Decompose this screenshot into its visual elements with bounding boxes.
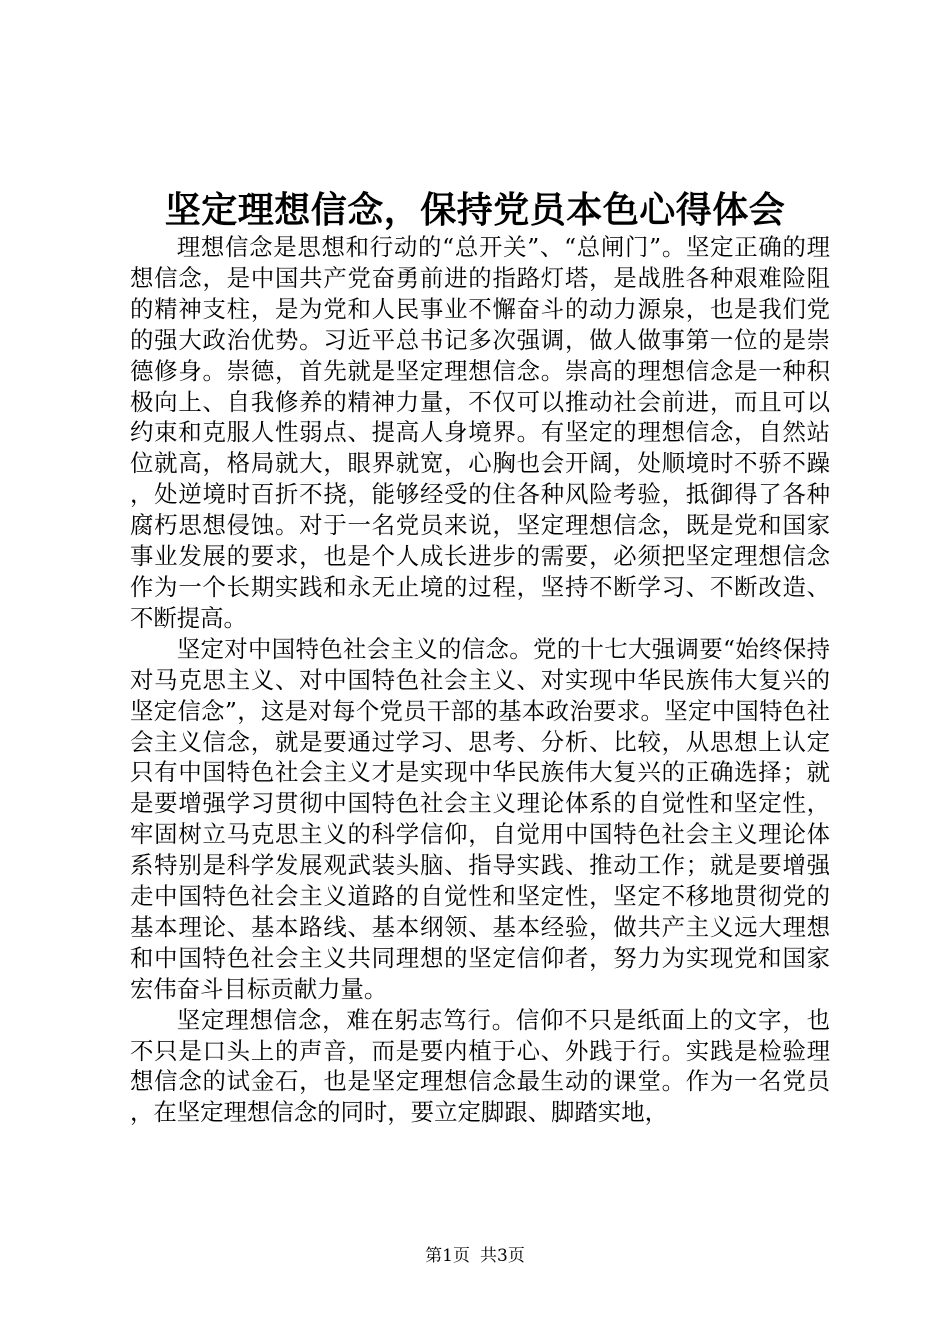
page-number: 第1页 <box>425 1246 470 1266</box>
document-title: 坚定理想信念，保持党员本色心得体会 <box>164 189 786 231</box>
paragraph: 理想信念是思想和行动的“总开关”、“总闸门”。坚定正确的理想信念，是中国共产党奋勇前进的指路灯塔，是战胜各种艰难险阻的精神支柱，是为党和人民事业不懈奋斗的动力源泉，也是我们党的强大政治优势。习近平总书记多次强调，做人做事第一位的是崇德修身。崇德，首先就是坚定理想信念。崇高的理想信念是一种积极向上、自我修养的精神力量，不仅可以推动社会前进，而且可以约束和克服人性弱点、提高人身境界。有坚定的理想信念，自然站位就高，格局就大，眼界就宽，心胸也会开阔，处顺境时不骄不躁，处逆境时百折不挠，能够经受的住各种风险考验，抵御得了各种腐朽思想侵蚀。对于一名党员来说，坚定理想信念，既是党和国家事业发展的要求，也是个人成长进步的需要，必须把坚定理想信念作为一个长期实践和永无止境的过程，坚持不断学习、不断改造、不断提高。 <box>130 233 830 632</box>
page-footer <box>0 1244 950 1268</box>
page-total: 共3页 <box>480 1246 525 1266</box>
document-body <box>130 232 830 1128</box>
paragraph: 坚定理想信念，难在躬志笃行。信仰不只是纸面上的文字，也不只是口头上的声音，而是要内植于心、外践于行。实践是检验理想信念的试金石，也是坚定理想信念最生动的课堂。作为一名党员，在坚定理想信念的同时，要立定脚跟、脚踏实地， <box>130 1005 830 1127</box>
paragraph: 坚定对中国特色社会主义的信念。党的十七大强调要“始终保持对马克思主义、对中国特色社会主义、对实现中华民族伟大复兴的坚定信念”，这是对每个党员干部的基本政治要求。坚定中国特色社会主义信念，就是要通过学习、思考、分析、比较，从思想上认定只有中国特色社会主义才是实现中华民族伟大复兴的正确选择；就是要增强学习贯彻中国特色社会主义理论体系的自觉性和坚定性，牢固树立马克思主义的科学信仰，自觉用中国特色社会主义理论体系特别是科学发展观武装头脑、指导实践、推动工作；就是要增强走中国特色社会主义道路的自觉性和坚定性，坚定不移地贯彻党的基本理论、基本路线、基本纲领、基本经验，做共产主义远大理想和中国特色社会主义共同理想的坚定信仰者，努力为实现党和国家宏伟奋斗目标贡献力量。 <box>130 634 830 1003</box>
